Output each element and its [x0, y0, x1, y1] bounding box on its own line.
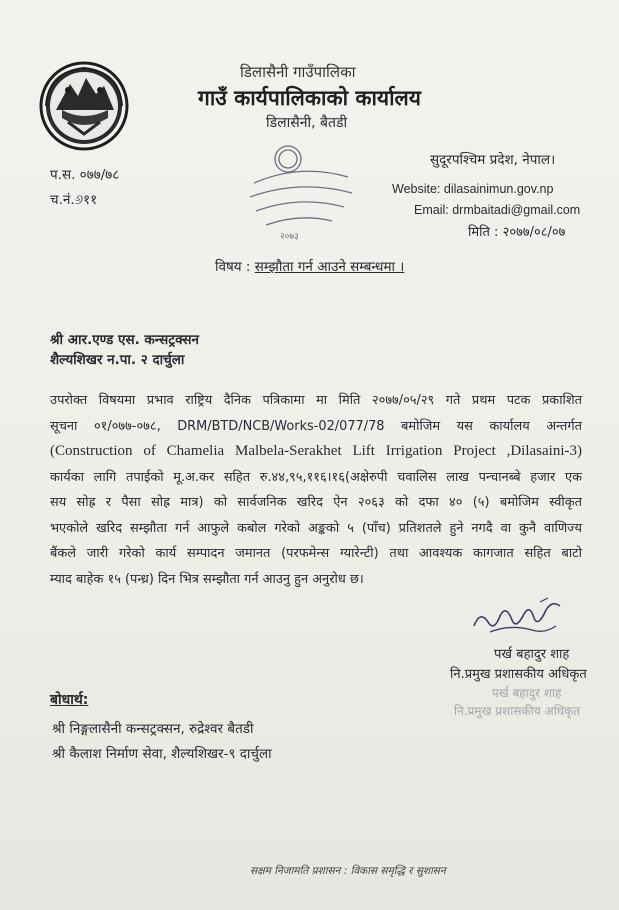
office-seal-stamp	[240, 133, 360, 245]
body-line: म्याद बाहेक १५ (पन्ध्र) दिन भित्र सम्झौता गर्न आउनु हुन अनुरोध छ।	[50, 571, 364, 587]
signatory-stamp-title: नि.प्रमुख प्रशासकीय अधिकृत	[454, 704, 581, 718]
body-line: उपरोक्त विषयमा प्रभाव राष्ट्रिय दैनिक पत्रिकामा मा मिति २०७७/०५/२९ गते प्रथम पटक प्रकाशित	[50, 393, 582, 408]
body-line: कार्यका लागि तपाईको मू.अ.कर सहित रु.४४,९५,११६।१६(अक्षेरुपी चवालिस लाख पन्चानब्बे हजार एक	[50, 469, 582, 485]
letter-reference-number: प.स. ०७७/७८	[50, 167, 120, 183]
nepal-emblem-icon	[38, 60, 130, 152]
email-text: Email: drmbaitadi@gmail.com	[414, 203, 581, 217]
footer-slogan: सक्षम निजामति प्रशासन : विकास समृद्धि र सुशासन	[250, 865, 446, 877]
province-text: सुदूरपश्चिम प्रदेश, नेपाल।	[430, 152, 556, 168]
body-line: भएकोले खरिद सम्झौता गर्न आफुले कबोल गरेको अङ्कको ५ (पाँच) प्रतिशतले हुने नगदै वा कुनै वाणिज्य	[50, 520, 582, 536]
handwritten-signature	[470, 596, 570, 640]
stamp-year: २०७३	[280, 232, 299, 242]
letter-body	[50, 388, 582, 592]
recipient-name: श्री आर.एण्ड एस. कन्सट्रक्सन	[50, 332, 199, 348]
body-line: (Construction of Chamelia Malbela-Serakhet Lift Irrigation Project ,Dilasaini-3)	[50, 443, 582, 459]
subject-line	[215, 257, 404, 275]
dispatch-number: च.नं.୬११	[50, 192, 98, 208]
recipient-address: शैल्यशिखर न.पा. २ दार्चुला	[50, 352, 185, 368]
signatory-title: नि.प्रमुख प्रशासकीय अधिकृत	[450, 667, 587, 682]
cc-item: श्री कैलाश निर्माण सेवा, शैल्यशिखर-९ दार्चुला	[52, 746, 272, 762]
subject-text: सम्झौता गर्न आउने सम्बन्धमा ।	[254, 259, 405, 275]
subject-label: विषय :	[215, 259, 251, 275]
cc-heading: बोधार्थ:	[50, 692, 89, 708]
signatory-name: पर्ख बहादुर शाह	[494, 647, 570, 662]
body-line: बैंकले जारी गरेको कार्य सम्पादन जमानत (परफमेन्स ग्यारेन्टी) तथा आवश्यक कागजात सहित बाटो	[50, 546, 582, 561]
body-line: सय सोह्र र पैसा सोह्र मात्र) को सार्वजनिक खरिद ऐन २०६३ को दफा ४० (५) बमोजिम स्वीकृत	[50, 495, 582, 510]
office-title: गाउँ कार्यपालिकाको कार्यालय	[198, 86, 421, 110]
municipality-name: डिलासैनी गाउँपालिका	[240, 63, 356, 81]
office-location: डिलासैनी, बैतडी	[266, 115, 348, 131]
letter-date: मिति : २०७७/०८/०७	[468, 225, 566, 240]
signatory-stamp-name: पर्ख बहादुर शाह	[492, 686, 562, 700]
body-line: सूचना ०१/०७७-०७८, DRM/BTD/NCB/Works-02/077/78 बमोजिम यस कार्यालय अन्तर्गत	[50, 418, 582, 434]
cc-item: श्री निङ्गलासैनी कन्सट्रक्सन, रुद्रेश्वर बैतडी	[52, 721, 254, 737]
website-text: Website: dilasainimun.gov.np	[392, 182, 554, 196]
